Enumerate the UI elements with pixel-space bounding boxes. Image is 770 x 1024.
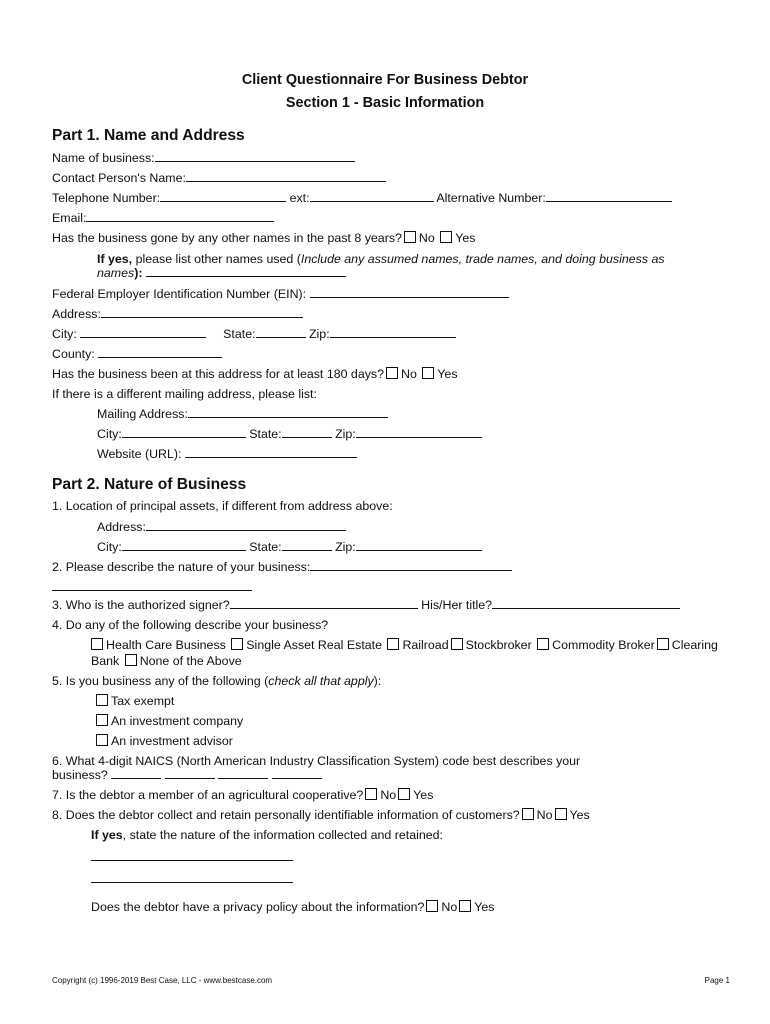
q2-field-line2[interactable] [52,579,252,591]
q1-address-row [97,519,346,535]
q8-answer-row [91,849,293,865]
q5-option-row [94,693,174,709]
q3-row [52,597,680,613]
none-of-above-checkbox[interactable] [125,654,137,666]
telephone-field[interactable] [160,190,286,202]
part1-heading: Part 1. Name and Address [52,127,245,144]
q7-no-checkbox[interactable] [365,788,377,800]
if-yes-label: If yes [91,828,123,842]
q8-followup-text: , state the nature of the information collected and retained: [122,828,443,842]
state-field[interactable] [256,326,306,338]
naics-digit-field[interactable] [272,767,322,779]
q2-row [52,559,512,575]
q8-row [52,807,590,823]
his-her-title-label: His/Her title? [421,598,493,612]
county-label: County: [52,347,95,361]
email-label: Email: [52,211,87,225]
ein-field[interactable] [310,286,509,298]
mailing-zip-label: Zip: [335,427,356,441]
mailing-zip-field[interactable] [356,426,482,438]
q5-close: ): [373,674,382,688]
website-label: Website (URL): [97,447,182,461]
investment-advisor-checkbox[interactable] [96,734,108,746]
name-of-business-label: Name of business: [52,151,155,165]
ext-field[interactable] [310,190,434,202]
city-row [52,326,456,342]
other-names-row [52,230,475,246]
if-yes-label: If yes, [97,252,133,266]
mailing-state-label: State: [249,427,282,441]
q1-state-label: State: [249,540,282,554]
no-label: No [401,367,417,381]
alternative-number-field[interactable] [546,190,672,202]
q2-field[interactable] [310,559,512,571]
mailing-address-label: Mailing Address: [97,407,188,421]
clearing-bank-checkbox[interactable] [657,638,669,650]
naics-digit-field[interactable] [218,767,268,779]
days180-question: Has the business been at this address for at least 180 days? [52,367,384,381]
privacy-no-checkbox[interactable] [426,900,438,912]
part2-heading: Part 2. Nature of Business [52,476,247,493]
other-names-question: Has the business gone by any other names in the past 8 years? [52,231,402,245]
mailing-address-field[interactable] [188,406,388,418]
q1-text: 1. Location of principal assets, if different from address above: [52,499,393,513]
yes-label: Yes [455,231,476,245]
ein-label: Federal Employer Identification Number (EIN): [52,287,307,301]
q8-answer-line1[interactable] [91,849,293,861]
days180-row [52,366,458,382]
q8-followup [91,827,443,843]
mailing-state-field[interactable] [282,426,332,438]
telephone-row [52,190,672,206]
q1-address-field[interactable] [146,519,346,531]
q1-city-row [97,539,482,555]
q8-no-checkbox[interactable] [522,808,534,820]
mailing-city-row [97,426,482,442]
no-label: No [418,231,435,245]
zip-field[interactable] [330,326,456,338]
days180-yes-checkbox[interactable] [422,367,434,379]
q4-options-row [89,637,718,653]
days180-no-checkbox[interactable] [386,367,398,379]
commodity-broker-checkbox[interactable] [537,638,549,650]
privacy-row [91,899,494,915]
clearing-label: Clearing [671,638,718,652]
names-label: names [97,266,135,280]
no-label: No [380,788,397,802]
investment-company-label: An investment company [111,714,244,728]
state-label: State: [223,327,256,341]
q5-italic: check all that apply [268,674,374,688]
stockbroker-label: Stockbroker [465,638,532,652]
q6-text-line1: 6. What 4-digit NAICS (North American Industry Classification System) code best describes your [52,754,581,768]
naics-digit-field[interactable] [165,767,215,779]
telephone-label: Telephone Number: [52,191,161,205]
email-field[interactable] [86,210,274,222]
names-close: ): [134,266,143,280]
alternative-number-label: Alternative Number: [436,191,546,205]
city-field[interactable] [80,326,206,338]
q8-answer-row [91,871,293,887]
health-care-checkbox[interactable] [91,638,103,650]
railroad-label: Railroad [402,638,449,652]
none-of-above-label: None of the Above [139,654,242,668]
commodity-broker-label: Commodity Broker [552,638,655,652]
page-subtitle: Section 1 - Basic Information [285,95,485,111]
q2-text: 2. Please describe the nature of your business: [52,560,311,574]
page-number: Page 1 [704,976,730,985]
q6-text-line2: business? [52,768,108,782]
tax-exempt-checkbox[interactable] [96,694,108,706]
stockbroker-checkbox[interactable] [451,638,463,650]
q1-state-field[interactable] [282,539,332,551]
q2-row2 [52,579,252,595]
tax-exempt-label: Tax exempt [111,694,175,708]
no-label: No [441,900,458,914]
q8-yes-checkbox[interactable] [555,808,567,820]
q4-text: 4. Do any of the following describe your business? [52,618,329,632]
address-row [52,306,303,322]
q7-text: 7. Is the debtor a member of an agricultural cooperative? [52,788,364,802]
city-label: City: [52,327,77,341]
contact-person-row [52,170,386,186]
q6-row2 [52,767,322,783]
address-field[interactable] [101,306,303,318]
county-field[interactable] [98,346,222,358]
mailing-city-label: City: [97,427,122,441]
mailing-city-field[interactable] [122,426,246,438]
yes-label: Yes [569,808,590,822]
naics-digit-field[interactable] [111,767,161,779]
no-label: No [536,808,553,822]
q5-text: 5. Is you business any of the following ( [52,674,269,688]
yes-label: Yes [413,788,434,802]
q8-text: 8. Does the debtor collect and retain personally identifiable information of customers? [52,808,520,822]
ein-row [52,286,509,302]
q1-address-label: Address: [97,520,146,534]
email-row [52,210,274,226]
signer-title-field[interactable] [492,597,680,609]
other-names-field[interactable] [146,265,346,277]
q1-zip-field[interactable] [356,539,482,551]
contact-person-field[interactable] [186,170,386,182]
zip-label: Zip: [308,327,330,341]
single-asset-label: Single Asset Real Estate [246,638,382,652]
q7-yes-checkbox[interactable] [398,788,410,800]
railroad-checkbox[interactable] [387,638,399,650]
q1-city-label: City: [97,540,122,554]
q5-option-row [94,713,243,729]
q5-row [52,673,381,689]
list-other-text: please list other names used ( [132,252,301,266]
county-row [52,346,222,362]
q8-answer-line2[interactable] [91,871,293,883]
investment-company-checkbox[interactable] [96,714,108,726]
privacy-question: Does the debtor have a privacy policy about the information? [91,900,425,914]
website-row [97,446,357,462]
privacy-yes-checkbox[interactable] [459,900,471,912]
contact-person-label: Contact Person's Name: [52,171,186,185]
address-label: Address: [52,307,101,321]
yes-label: Yes [437,367,458,381]
q4-options-row2 [91,653,242,669]
single-asset-checkbox[interactable] [231,638,243,650]
q1-city-field[interactable] [122,539,246,551]
q7-row [52,787,433,803]
other-names-no-checkbox[interactable] [404,231,416,243]
authorized-signer-field[interactable] [230,597,418,609]
copyright-footer: Copyright (c) 1996-2019 Best Case, LLC - www.bestcase.com [52,976,273,985]
health-care-label: Health Care Business [106,638,226,652]
list-other-italic: Include any assumed names, trade names, and doing business as [300,252,665,266]
ext-label: ext: [289,191,310,205]
q1-zip-label: Zip: [335,540,356,554]
q3-text: 3. Who is the authorized signer? [52,598,230,612]
bank-label: Bank [91,654,120,668]
name-of-business-row [52,150,355,166]
mailing-address-row [97,406,388,422]
other-names-row2 [97,265,346,281]
page-title: Client Questionnaire For Business Debtor [241,72,529,88]
website-field[interactable] [185,446,357,458]
investment-advisor-label: An investment advisor [111,734,233,748]
q5-option-row [94,733,233,749]
mailing-intro: If there is a different mailing address, please list: [52,387,317,401]
name-of-business-field[interactable] [155,150,355,162]
yes-label: Yes [474,900,495,914]
other-names-yes-checkbox[interactable] [440,231,452,243]
